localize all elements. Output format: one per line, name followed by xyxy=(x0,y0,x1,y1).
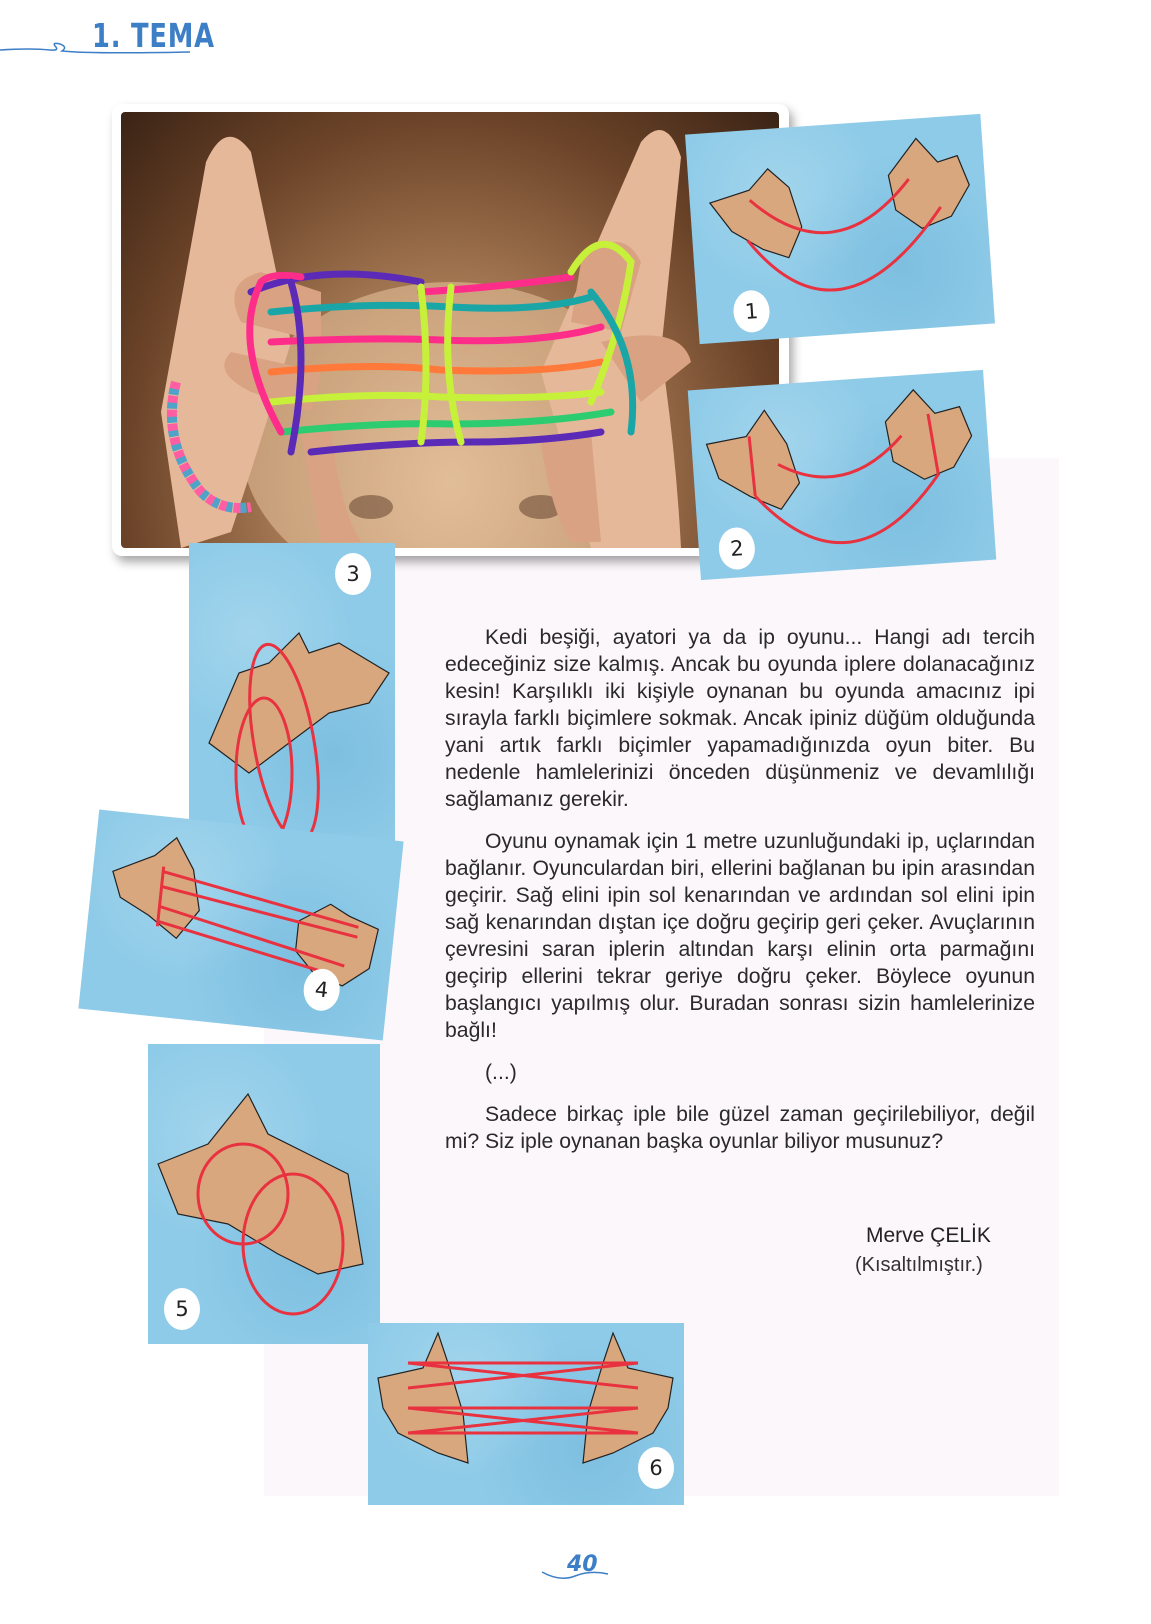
step-badge-5: 5 xyxy=(164,1288,200,1330)
illustration-card-step-2 xyxy=(688,370,997,580)
article-ellipsis: (...) xyxy=(485,1061,517,1084)
illustration-card-step-5 xyxy=(148,1044,380,1344)
main-photo xyxy=(121,112,779,548)
article-body xyxy=(445,624,1035,1170)
hands-string-illustration-6 xyxy=(368,1323,684,1505)
step-badge-1: 1 xyxy=(732,289,771,333)
illustration-card-step-6 xyxy=(368,1323,684,1505)
hands-string-illustration-4 xyxy=(78,810,403,1041)
hands-string-illustration-1 xyxy=(685,114,995,344)
illustration-card-step-3 xyxy=(189,543,395,843)
step-badge-3: 3 xyxy=(335,553,371,595)
article-paragraph-1: Kedi beşiği, ayatori ya da ip oyunu... Hangi adı tercih edeceğiniz size kalmış. Ancak bu oyunda iplere dolanacağınız kesin! Karşılıklı iki kişiyle oynanan bu oyunda amacınız ipi sırayla farklı biçimlere sokmak. Ancak ipiniz düğüm olduğunda yani artık farklı biçimler yapamadığınızda oyun biter. Bu nedenle hamlelerinizi önceden düşünmeniz ve devamlılığı sağlamanız gerekir. xyxy=(445,626,1035,811)
step-badge-4: 4 xyxy=(302,967,342,1013)
step-badge-6: 6 xyxy=(638,1447,674,1489)
article-paragraph-2: Oyunu oynamak için 1 metre uzunluğundaki ip, uçlarından bağlanır. Oyunculardan biri, ellerini bağlanan bu ipin arasından geçirir. Sağ elini ipin sol kenarından ve ardından sol elini ipin sağ kenarından dıştan içe doğru geçirip geri çeker. Avuçlarının çevresini saran iplerin altından karşı elinin orta parmağını geçirip ellerini tekrar geriye doğru çeker. Böylece oyunun başlangıcı yapılmış olur. Buradan sonrası sizin hamlelerinize bağlı! xyxy=(445,830,1035,1042)
illustration-card-step-4 xyxy=(78,810,403,1041)
page-number: 40 xyxy=(567,1552,598,1577)
theme-title: 1. TEMA xyxy=(92,16,215,55)
author-name: Merve ÇELİK xyxy=(866,1224,991,1247)
string-figure-photo-illustration xyxy=(121,112,779,548)
abridged-note: (Kısaltılmıştır.) xyxy=(855,1254,983,1276)
page-number-swirl-decoration xyxy=(540,1568,610,1584)
article-paragraph-3: Sadece birkaç iple bile güzel zaman geçirilebiliyor, değil mi? Siz iple oynanan başka oyunlar biliyor musunuz? xyxy=(445,1103,1035,1153)
illustration-card-step-1 xyxy=(685,114,995,344)
step-badge-2: 2 xyxy=(717,526,756,570)
